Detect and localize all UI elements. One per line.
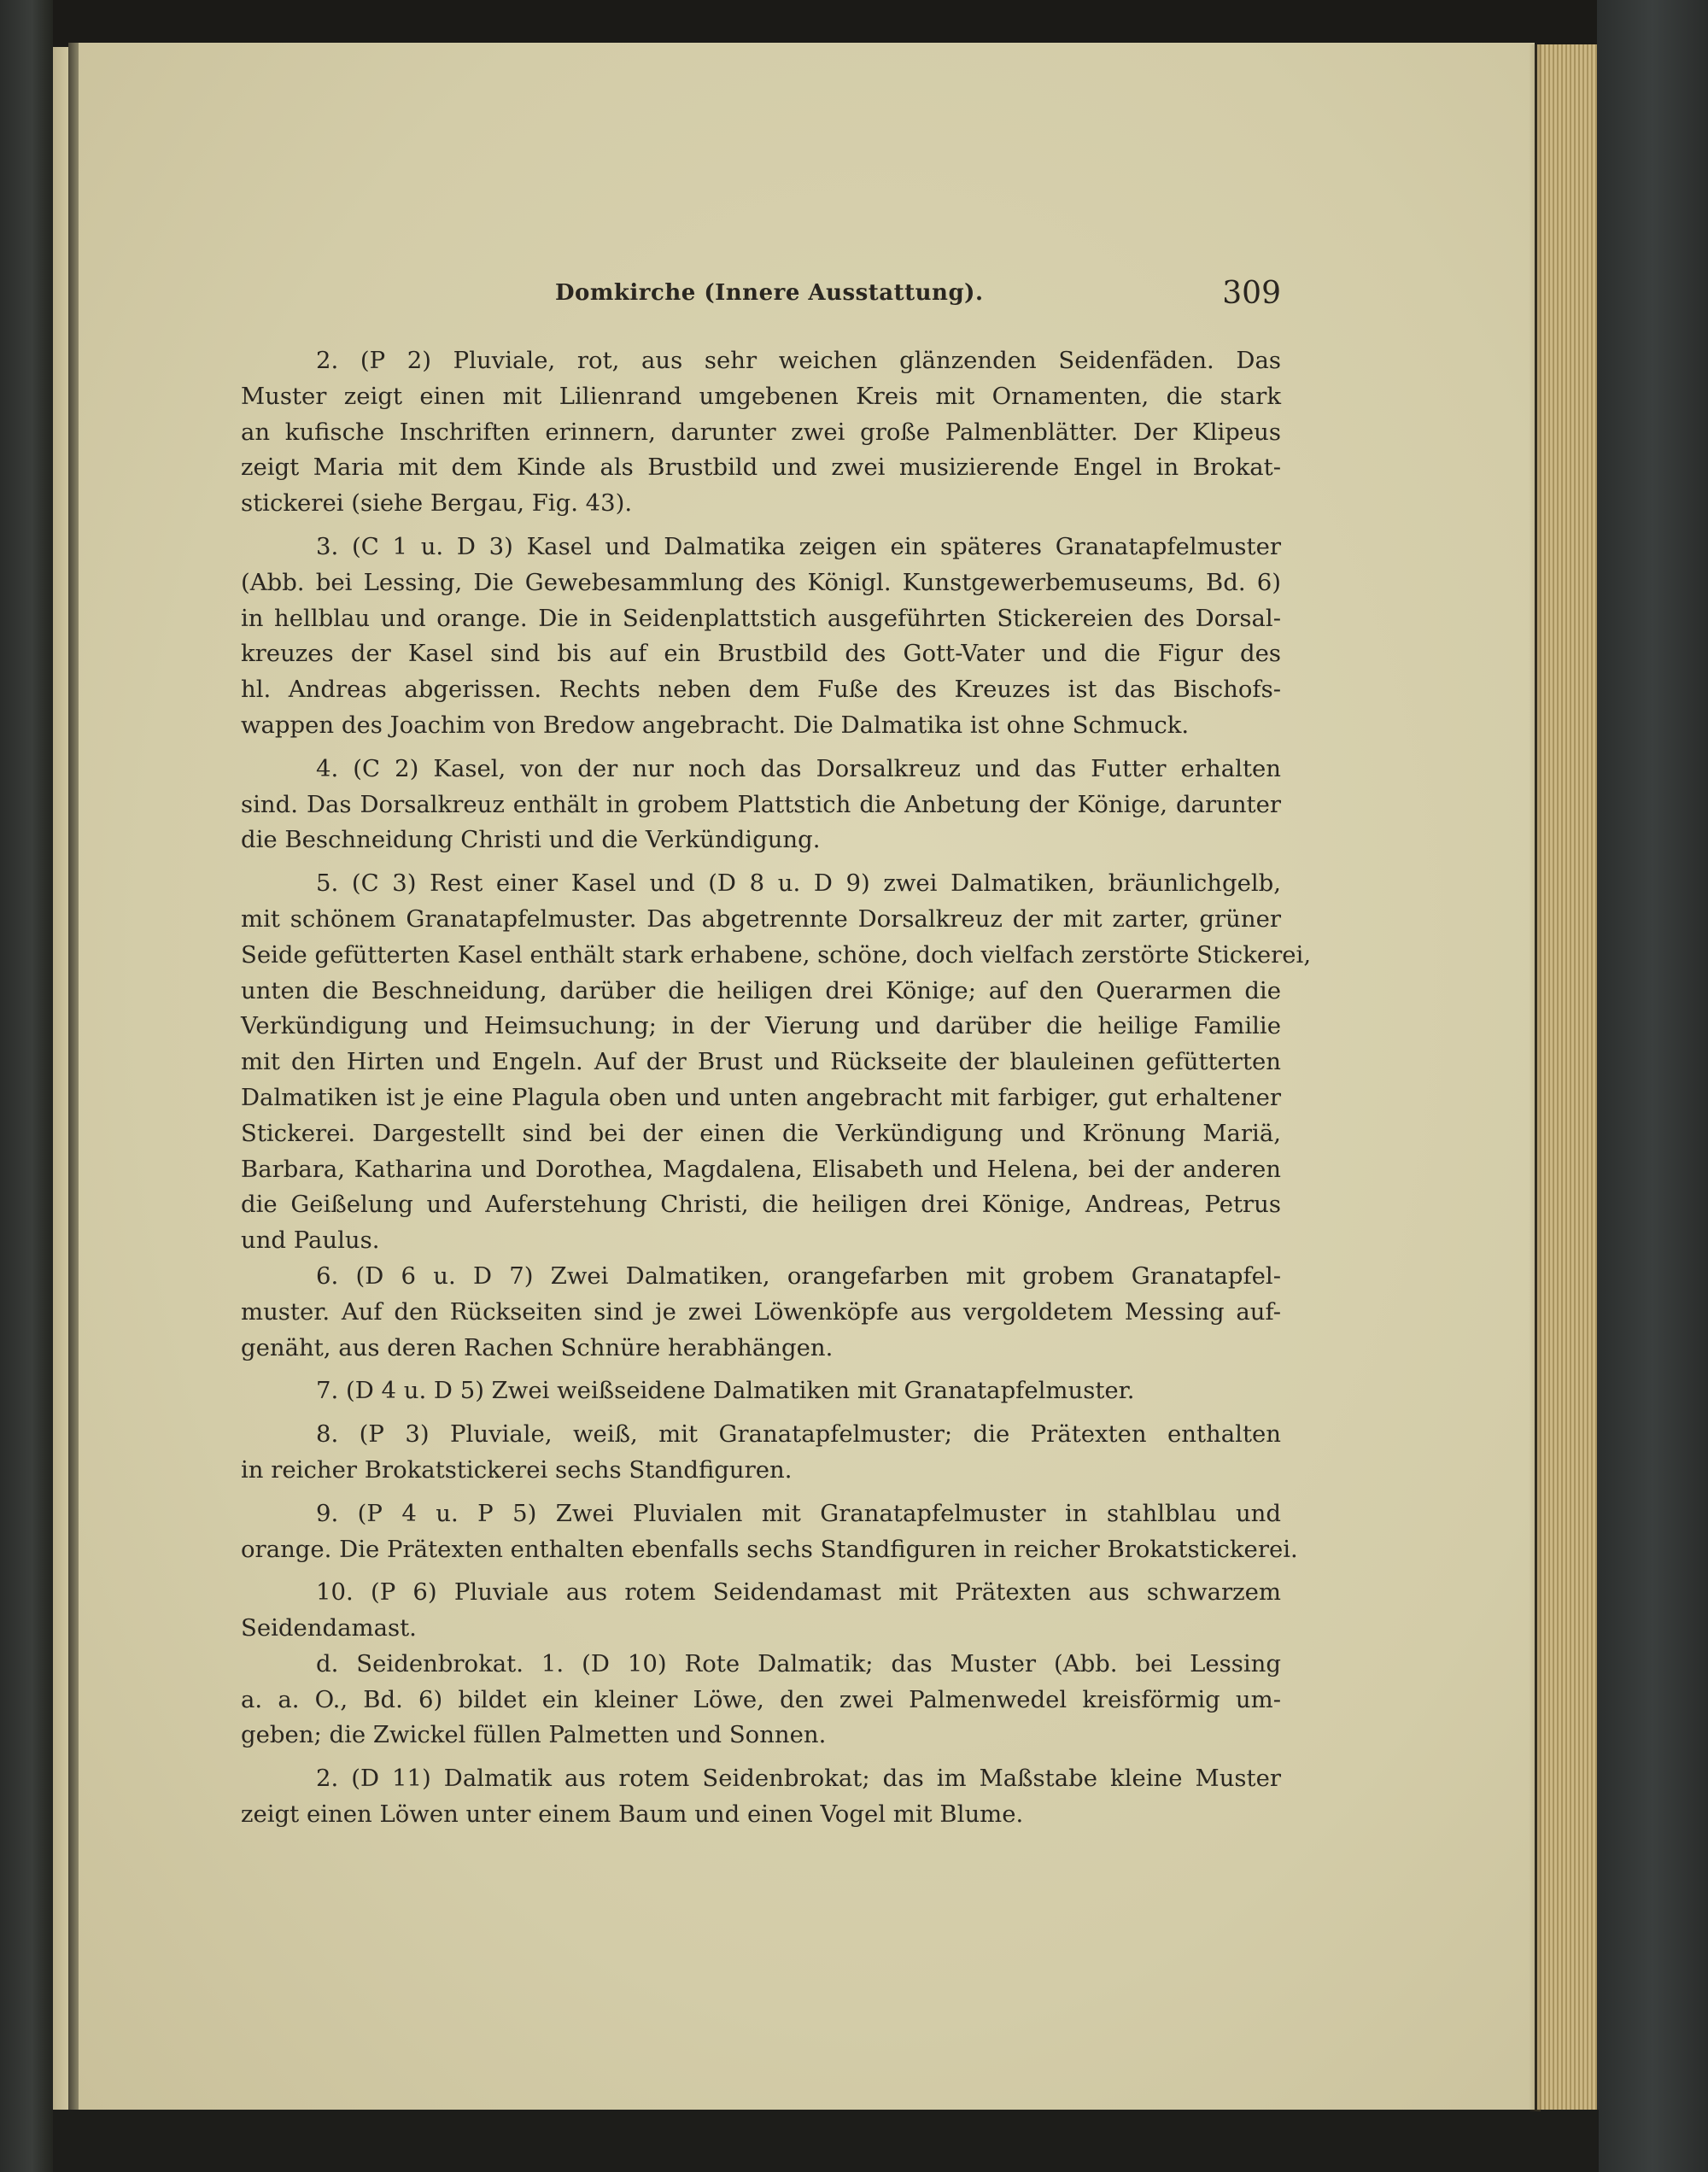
text-line: 2. (D 11) Dalmatik aus rotem Seidenbrokat; das im Maßstabe kleine Muster: [316, 1765, 1281, 1793]
text-line: orange. Die Prätexten enthalten ebenfalls sechs Standfiguren in reicher Brokatstickerei.: [241, 1535, 1298, 1563]
body-text: [241, 343, 1312, 1833]
text-line: mit den Hirten und Engeln. Auf der Brust und Rückseite der blauleinen gefütterten: [241, 1048, 1281, 1076]
text-line: 8. (P 3) Pluviale, weiß, mit Granatapfelmuster; die Prätexten enthalten: [316, 1420, 1281, 1449]
text-line: sind. Das Dorsalkreuz enthält in grobem Plattstich die Anbetung der Könige, darunter: [241, 790, 1281, 818]
text-line: 6. (D 6 u. D 7) Zwei Dalmatiken, orangefarben mit grobem Granatapfel-: [316, 1262, 1281, 1290]
page-stack-edge: [1537, 44, 1597, 2111]
text-line: unten die Beschneidung, darüber die heiligen drei Könige; auf den Querarmen die: [241, 976, 1281, 1004]
left-book-cover: [0, 0, 53, 2172]
text-line: Verkündigung und Heimsuchung; in der Vierung und darüber die heilige Familie: [241, 1012, 1281, 1040]
text-line: genäht, aus deren Rachen Schnüre herabhängen.: [241, 1333, 834, 1361]
text-line: zeigt einen Löwen unter einem Baum und einen Vogel mit Blume.: [241, 1800, 1024, 1829]
page-number: 309: [1222, 276, 1281, 311]
text-line: stickerei (siehe Bergau, Fig. 43).: [241, 489, 633, 518]
text-line: wappen des Joachim von Bredow angebracht. Die Dalmatika ist ohne Schmuck.: [241, 711, 1190, 739]
text-line: Stickerei. Dargestellt sind bei der einen die Verkündigung und Krönung Mariä,: [241, 1119, 1281, 1147]
text-line: 3. (C 1 u. D 3) Kasel und Dalmatika zeigen ein späteres Granatapfelmuster: [316, 532, 1281, 560]
text-line: 4. (C 2) Kasel, von der nur noch das Dorsalkreuz und das Futter erhalten: [316, 754, 1281, 782]
text-line: Dalmatiken ist je eine Plagula oben und unten angebracht mit farbiger, gut erhaltener: [241, 1083, 1281, 1111]
text-line: Muster zeigt einen mit Lilienrand umgebenen Kreis mit Ornamenten, die stark: [241, 382, 1281, 410]
text-line: d. Seidenbrokat. 1. (D 10) Rote Dalmatik; das Muster (Abb. bei Lessing: [316, 1649, 1281, 1677]
text-line: zeigt Maria mit dem Kinde als Brustbild und zwei musizierende Engel in Brokat-: [241, 454, 1281, 482]
text-line: die Geißelung und Auferstehung Christi, die heiligen drei Könige, Andreas, Petrus: [241, 1191, 1281, 1219]
text-line: 9. (P 4 u. P 5) Zwei Pluvialen mit Granatapfelmuster in stahlblau und: [316, 1499, 1281, 1527]
bottom-scan-border: [53, 2110, 1599, 2172]
text-line: in hellblau und orange. Die in Seidenplattstich ausgeführten Stickereien des Dorsal-: [241, 604, 1281, 632]
text-line: 2. (P 2) Pluviale, rot, aus sehr weichen glänzenden Seidenfäden. Das: [316, 347, 1281, 374]
text-line: (Abb. bei Lessing, Die Gewebesammlung des Königl. Kunstgewerbemuseums, Bd. 6): [241, 568, 1281, 596]
text-line: mit schönem Granatapfelmuster. Das abgetrennte Dorsalkreuz der mit zarter, grüner: [241, 905, 1281, 933]
text-line: 7. (D 4 u. D 5) Zwei weißseidene Dalmatiken mit Granatapfelmuster.: [316, 1377, 1135, 1405]
text-line: die Beschneidung Christi und die Verkündigung.: [241, 826, 821, 854]
text-line: Seide gefütterten Kasel enthält stark erhabene, schöne, doch vielfach zerstörte Stickerei,: [241, 940, 1312, 969]
text-line: und Paulus.: [241, 1227, 380, 1255]
text-line: an kufische Inschriften erinnern, darunter zwei große Palmenblätter. Der Klipeus: [241, 418, 1281, 446]
text-line: muster. Auf den Rückseiten sind je zwei Löwenköpfe aus vergoldetem Messing auf-: [241, 1297, 1281, 1326]
text-line: Seidendamast.: [241, 1614, 417, 1642]
book-gutter: [68, 43, 79, 2152]
text-line: 5. (C 3) Rest einer Kasel und (D 8 u. D 9) zwei Dalmatiken, bräunlichgelb,: [316, 869, 1281, 898]
page-stack-shadow: [1529, 44, 1541, 2111]
left-page-edge: [53, 47, 68, 2148]
right-book-cover: [1597, 0, 1708, 2172]
text-line: kreuzes der Kasel sind bis auf ein Brustbild des Gott-Vater und die Figur des: [241, 640, 1281, 668]
text-line: Barbara, Katharina und Dorothea, Magdalena, Elisabeth und Helena, bei der anderen: [241, 1155, 1281, 1183]
text-line: 10. (P 6) Pluviale aus rotem Seidendamast mit Prätexten aus schwarzem: [316, 1578, 1281, 1607]
text-line: hl. Andreas abgerissen. Rechts neben dem Fuße des Kreuzes ist das Bischofs-: [241, 676, 1281, 704]
running-title: Domkirche (Innere Ausstattung).: [555, 280, 984, 306]
text-line: a. a. O., Bd. 6) bildet ein kleiner Löwe, den zwei Palmenwedel kreisförmig um-: [241, 1685, 1281, 1713]
text-line: geben; die Zwickel füllen Palmetten und Sonnen.: [241, 1721, 827, 1749]
page-header: [555, 276, 1281, 319]
text-line: in reicher Brokatstickerei sechs Standfiguren.: [241, 1455, 793, 1484]
